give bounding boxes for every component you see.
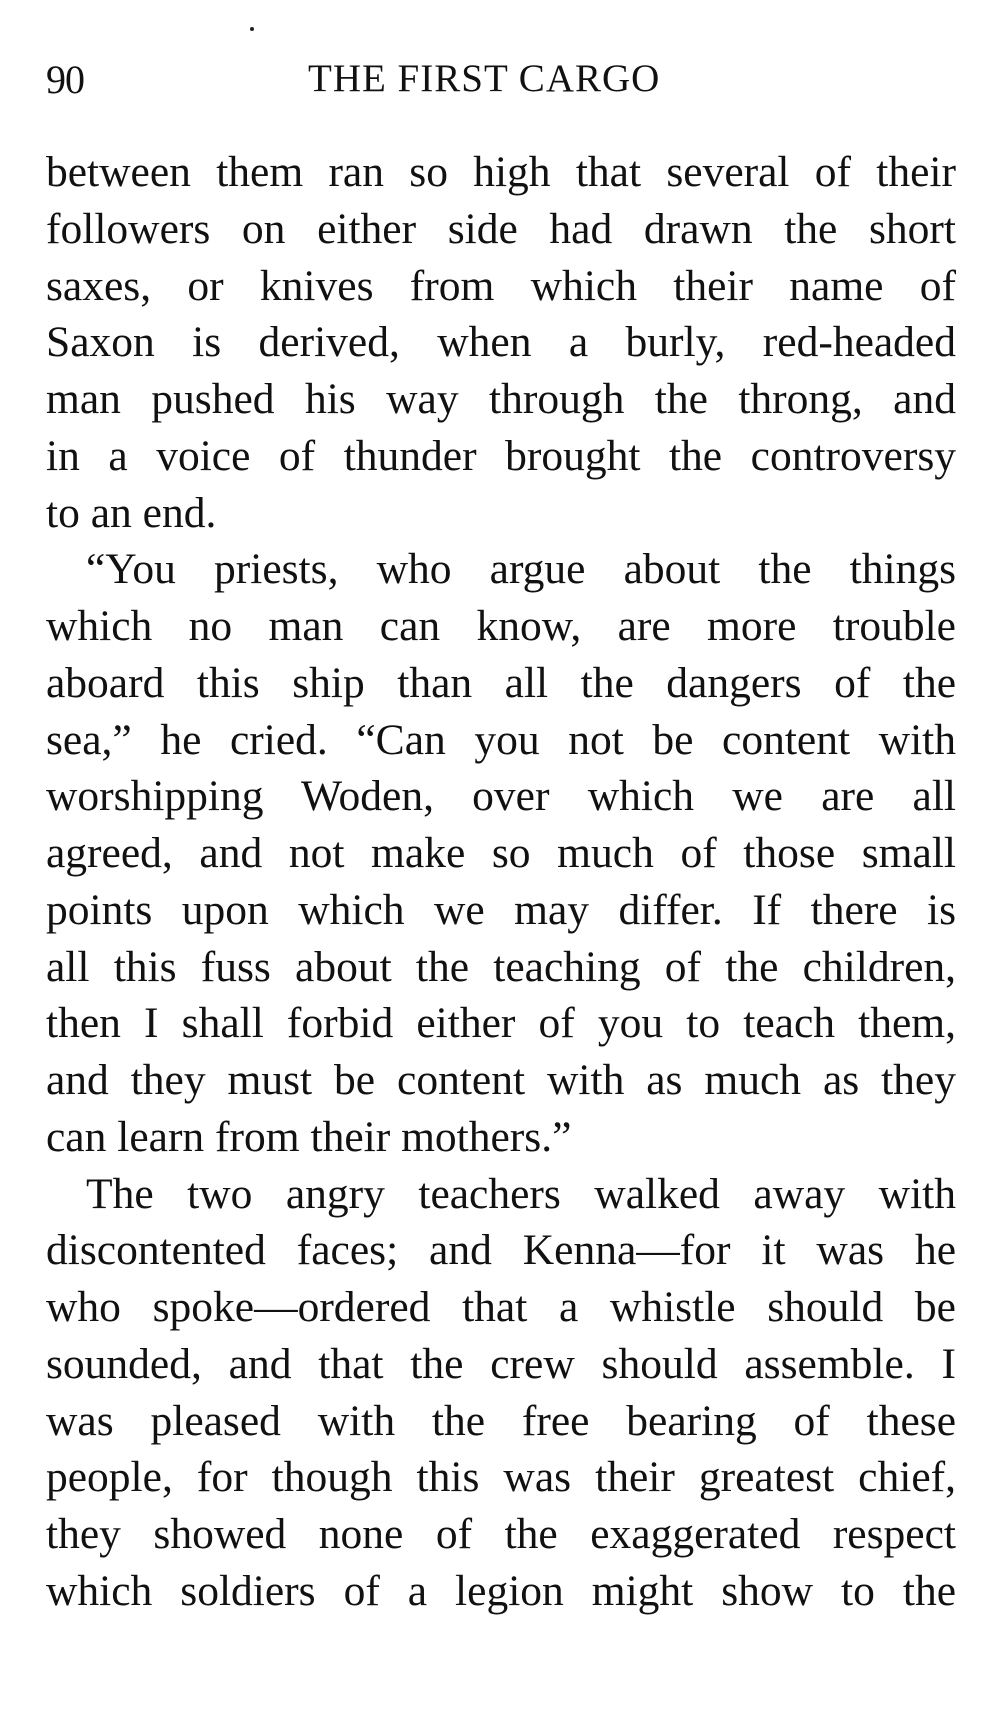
- text-line: The two angry teachers walked away with: [86, 1169, 956, 1218]
- text-line: and they must be content with as much as they: [46, 1056, 956, 1104]
- text-line: can learn from their mothers.”: [46, 1112, 572, 1161]
- print-speck: [250, 27, 254, 31]
- text-line: people, for though this was their greatest chief,: [46, 1453, 956, 1502]
- text-line: all this fuss about the teaching of the children,: [46, 942, 956, 991]
- text-line: followers on either side had drawn the short: [46, 204, 956, 253]
- text-line: Saxon is derived, when a burly, red-headed: [46, 318, 956, 367]
- text-line: worshipping Woden, over which we are all: [46, 772, 956, 821]
- text-line: discontented faces; and Kenna—for it was he: [46, 1226, 956, 1275]
- text-line: which no man can know, are more trouble: [46, 602, 956, 650]
- page-header: [46, 50, 956, 110]
- text-line: sea,” he cried. “Can you not be content with: [46, 715, 956, 764]
- text-line: they showed none of the exaggerated respect: [46, 1510, 956, 1558]
- text-line: to an end.: [46, 488, 217, 537]
- page-number: 90: [46, 57, 84, 102]
- running-title: THE FIRST CARGO: [308, 57, 661, 100]
- text-line: was pleased with the free bearing of these: [46, 1396, 956, 1445]
- text-line: sounded, and that the crew should assemble. I: [46, 1339, 956, 1388]
- text-line: aboard this ship than all the dangers of the: [46, 658, 956, 707]
- text-line: which soldiers of a legion might show to the: [46, 1566, 956, 1615]
- body-text: [46, 144, 956, 1620]
- text-line: between them ran so high that several of their: [46, 148, 956, 196]
- text-line: then I shall forbid either of you to teach them,: [46, 999, 956, 1048]
- text-line: “You priests, who argue about the things: [86, 545, 956, 594]
- text-line: in a voice of thunder brought the controversy: [46, 431, 956, 480]
- text-line: agreed, and not make so much of those small: [46, 829, 956, 877]
- text-line: man pushed his way through the throng, and: [46, 375, 956, 423]
- text-line: who spoke—ordered that a whistle should be: [46, 1283, 956, 1331]
- text-line: points upon which we may differ. If there is: [46, 885, 956, 934]
- text-line: saxes, or knives from which their name of: [46, 261, 956, 310]
